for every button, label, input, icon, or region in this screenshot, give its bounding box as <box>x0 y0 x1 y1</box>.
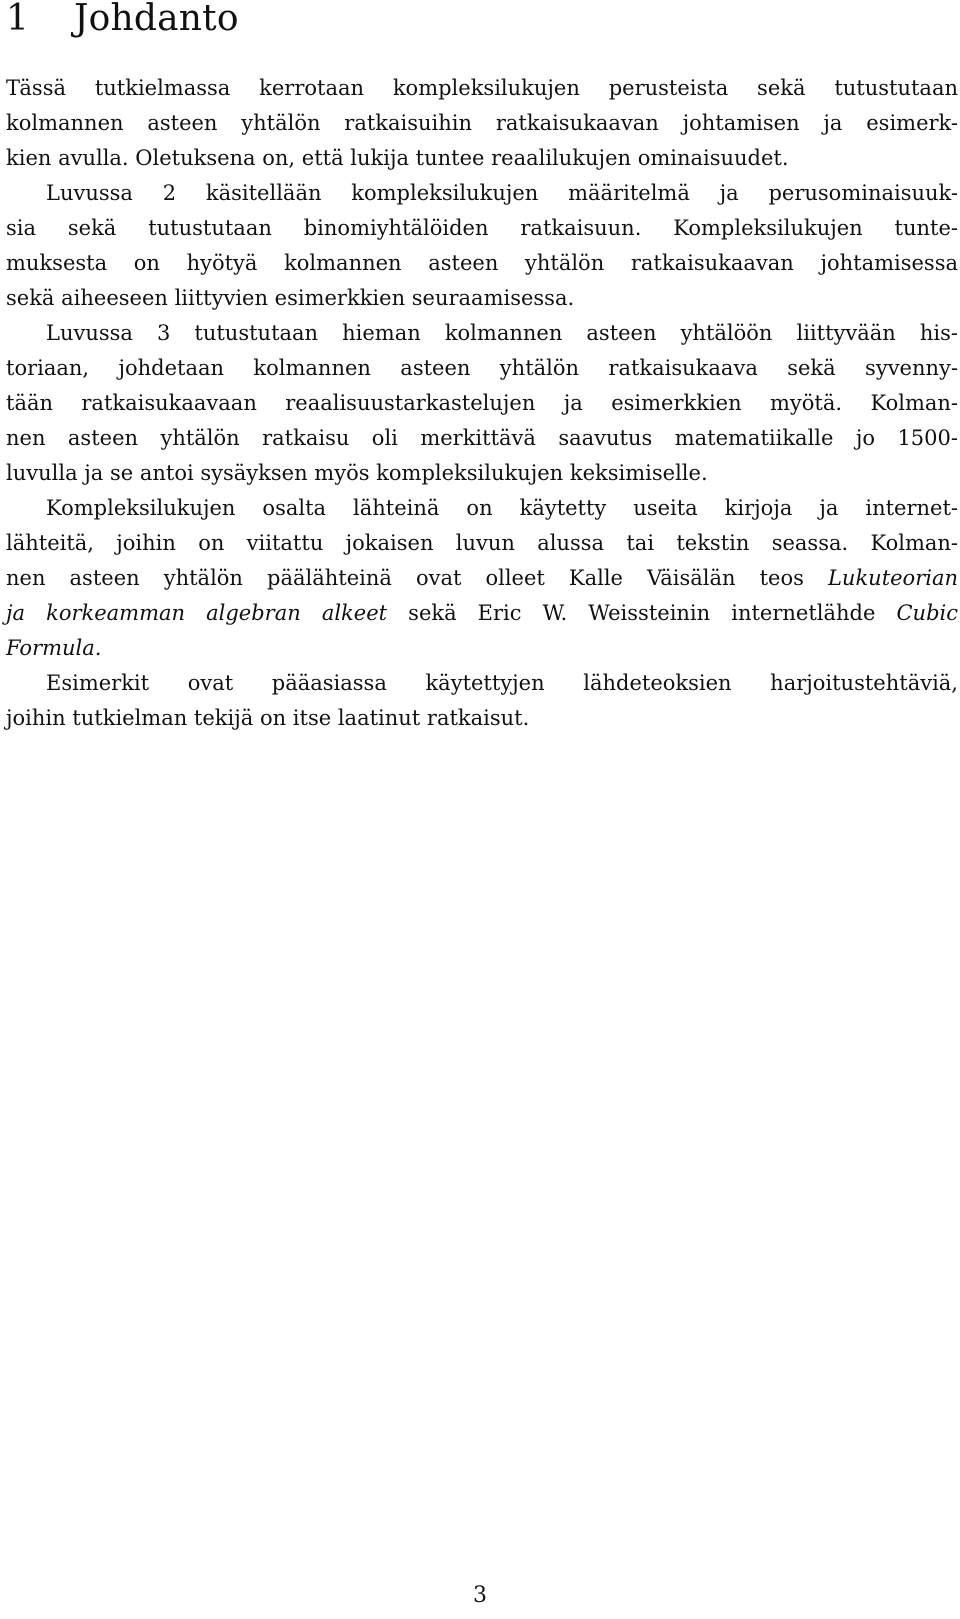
text-line: ja korkeamman algebran alkeet sekä Eric W. Weissteinin internetlähde Cubic <box>6 601 958 625</box>
text-line: Kompleksilukujen osalta lähteinä on käytetty useita kirjoja ja internet- <box>46 496 958 520</box>
section-number: 1 <box>6 0 30 39</box>
text-line: muksesta on hyötyä kolmannen asteen yhtälön ratkaisukaavan johtamisessa <box>6 251 958 275</box>
text-line: Tässä tutkielmassa kerrotaan kompleksilukujen perusteista sekä tutustutaan <box>6 76 958 100</box>
section-title: Johdanto <box>74 0 239 39</box>
text-line: toriaan, johdetaan kolmannen asteen yhtälön ratkaisukaava sekä syvenny- <box>6 356 958 380</box>
book-title-italic: Lukuteorian <box>827 566 958 590</box>
text-line: sia sekä tutustutaan binomiyhtälöiden ratkaisuun. Kompleksilukujen tunte- <box>6 216 958 240</box>
text-line <box>6 631 958 666</box>
web-source-title-italic: Cubic <box>896 601 958 625</box>
page-number: 3 <box>473 1583 487 1608</box>
book-title-italic: ja korkeamman algebran alkeet <box>6 601 388 625</box>
text-line: kien avulla. Oletuksena on, että lukija tuntee reaalilukujen ominaisuudet. <box>6 146 789 170</box>
text-line: Esimerkit ovat pääasiassa käytettyjen lähdeteoksien harjoitustehtäviä, <box>46 671 958 695</box>
section-heading <box>6 0 958 38</box>
web-source-title-italic: Formula. <box>6 636 102 660</box>
text-line: nen asteen yhtälön päälähteinä ovat olleet Kalle Väisälän teos Lukuteorian <box>6 566 958 590</box>
document-page <box>6 0 958 730</box>
text-line: lähteitä, joihin on viitattu jokaisen luvun alussa tai tekstin seassa. Kolman- <box>6 531 958 555</box>
text-line: kolmannen asteen yhtälön ratkaisuihin ratkaisukaavan johtamisen ja esimerk- <box>6 111 958 135</box>
text-line: tään ratkaisukaavaan reaalisuustarkastelujen ja esimerkkien myötä. Kolman- <box>6 391 958 415</box>
text-line: nen asteen yhtälön ratkaisu oli merkittävä saavutus matematiikalle jo 1500- <box>6 426 958 450</box>
text-line: luvulla ja se antoi sysäyksen myös kompleksilukujen keksimiselle. <box>6 461 708 485</box>
text-line: joihin tutkielman tekijä on itse laatinut ratkaisut. <box>6 706 530 730</box>
body-text <box>6 71 958 736</box>
text-line: Luvussa 3 tutustutaan hieman kolmannen asteen yhtälöön liittyvään his- <box>46 321 958 345</box>
text-line: sekä aiheeseen liittyvien esimerkkien seuraamisessa. <box>6 286 575 310</box>
text-line: Luvussa 2 käsitellään kompleksilukujen määritelmä ja perusominaisuuk- <box>46 181 958 205</box>
